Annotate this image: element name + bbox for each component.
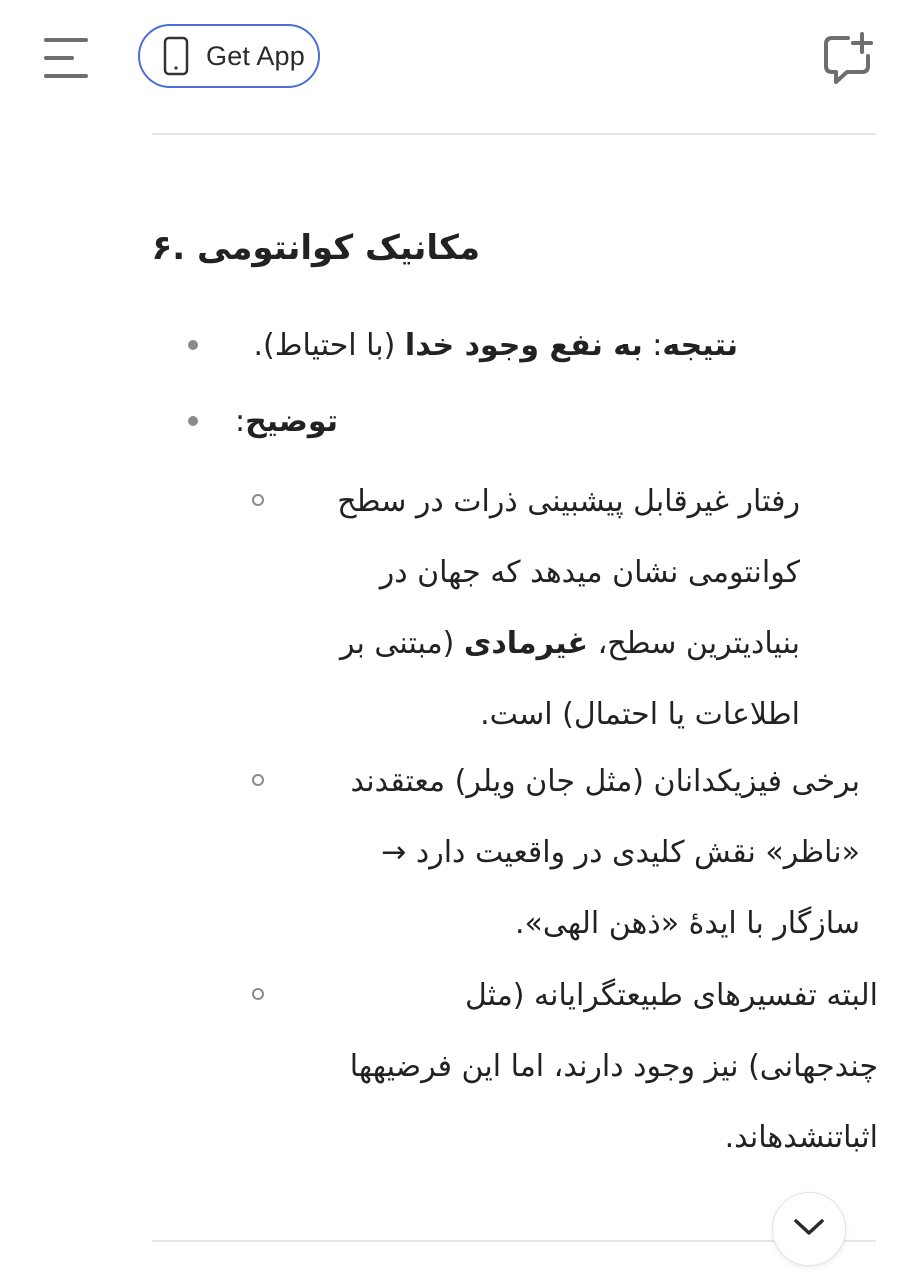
result-suffix: (با احتیاط). [253,328,405,363]
list-item-explanation [218,386,338,458]
text-line-mixed [280,608,800,679]
new-chat-button[interactable] [818,30,880,88]
result-separator: : [642,328,663,363]
text-line: اطلاعات یا احتمال) است. [480,697,800,732]
bullet-dot [188,416,198,426]
new-chat-bubble-icon [818,73,880,92]
sub-item-quantum-behavior [280,466,800,750]
sub-item-naturalistic [280,960,878,1173]
menu-button[interactable] [40,32,92,84]
hamburger-menu-line [44,56,74,60]
result-label: نتیجه [662,328,738,363]
hamburger-menu-icon [44,38,88,42]
text-line: «ناظر» نقش کلیدی در واقعیت دارد → [381,835,860,870]
hamburger-menu-line [44,74,88,78]
text-line: برخی فیزیکدانان (مثل جان ویلر) معتقدند [350,764,860,799]
phone-icon [162,36,190,76]
top-divider [152,133,876,135]
scroll-down-button[interactable] [772,1192,846,1266]
text-line: البته تفسیرهای طبیعتگرایانه (مثل [464,978,878,1013]
bullet-dot [188,340,198,350]
sub-bullet-ring [252,988,264,1000]
sub-item-physicists [280,746,860,959]
bottom-divider [152,1240,876,1242]
text-fragment: (مبتنی بر [339,626,464,661]
sub-bullet-ring [252,774,264,786]
text-line: چندجهانی) نیز وجود دارند، اما این فرضیهها [349,1049,878,1084]
explanation-suffix: : [234,404,246,439]
text-line: سازگار با ایدهٔ «ذهن الهی». [514,906,860,941]
text-line: اثباتنشدهاند. [724,1120,878,1155]
get-app-button[interactable] [138,24,320,88]
get-app-label: Get App [206,40,305,71]
list-item-result [218,310,738,382]
text-fragment: بنیادیترین سطح، [588,626,800,661]
text-line: رفتار غیرقابل پیشبینی ذرات در سطح [337,484,800,519]
result-value: به نفع وجود خدا [404,328,643,363]
sub-bullet-ring [252,494,264,506]
explanation-label: توضیح [245,404,338,439]
top-bar [0,0,914,120]
section-heading: مکانیک کوانتومی .۶ [151,228,480,268]
text-line: کوانتومی نشان میدهد که جهان در [379,555,800,590]
bold-term-immaterial: غیرمادی [463,626,589,661]
chevron-down-icon [792,1217,826,1241]
